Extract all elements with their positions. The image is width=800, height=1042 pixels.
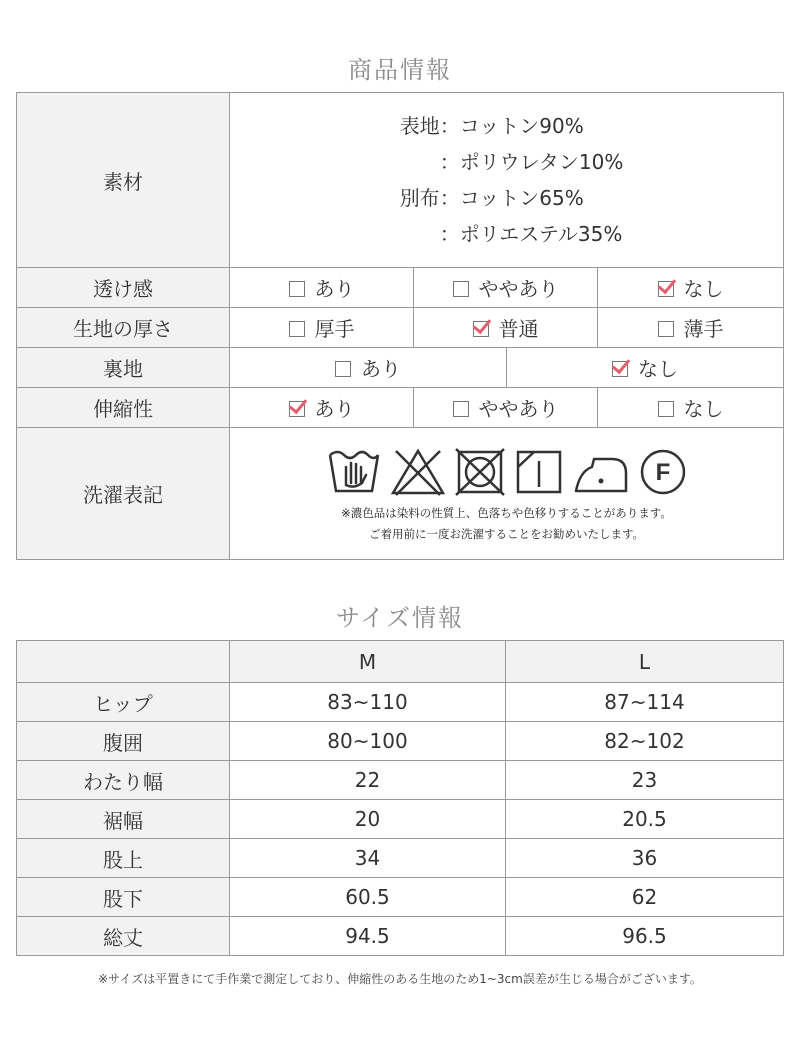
size-column-header: M	[230, 641, 506, 683]
material-line	[390, 144, 624, 180]
stretch-label: 伸縮性	[17, 388, 230, 428]
option-label: あり	[314, 397, 355, 421]
size-value: 87~114	[506, 683, 784, 722]
low-iron-icon	[572, 447, 630, 497]
lining-row	[17, 348, 784, 388]
material-value: コットン90%	[459, 114, 584, 138]
option-label: 普通	[498, 317, 539, 341]
size-header-row	[17, 641, 784, 683]
size-info-title: サイズ情報	[335, 604, 465, 632]
checked-checkbox-icon	[612, 361, 628, 377]
care-note-1: ※濃色品は染料の性質上、色落ちや色移りすることがあります。	[341, 505, 672, 520]
size-value: 96.5	[506, 917, 784, 956]
option-label: なし	[638, 357, 679, 381]
material-row	[17, 93, 784, 268]
size-row	[17, 878, 784, 917]
checkbox-icon	[453, 281, 469, 297]
drip-dry-shade-icon	[514, 447, 564, 497]
size-row	[17, 683, 784, 722]
size-row-label: わたり幅	[17, 761, 230, 800]
material-label: 素材	[17, 93, 230, 268]
material-line	[390, 180, 624, 216]
care-row	[17, 428, 784, 560]
size-value: 62	[506, 878, 784, 917]
size-table	[16, 640, 784, 956]
option-label: 薄手	[683, 317, 724, 341]
size-row	[17, 839, 784, 878]
material-cell	[230, 93, 784, 268]
hand-wash-icon	[326, 447, 382, 497]
option-label: あり	[314, 277, 355, 301]
option-label: なし	[683, 397, 724, 421]
size-value: 60.5	[230, 878, 506, 917]
lining-label: 裏地	[17, 348, 230, 388]
material-sep: ：	[439, 114, 460, 138]
option-cell	[414, 308, 598, 348]
option-label: 厚手	[314, 317, 355, 341]
dry-clean-letter: F	[655, 458, 670, 486]
material-value: ポリウレタン10%	[459, 150, 624, 174]
checkbox-icon	[335, 361, 351, 377]
size-value: 34	[230, 839, 506, 878]
material-value: コットン65%	[459, 186, 584, 210]
size-value: 22	[230, 761, 506, 800]
size-value: 36	[506, 839, 784, 878]
option-cell	[230, 348, 507, 388]
option-cell	[598, 268, 784, 308]
thickness-label: 生地の厚さ	[17, 308, 230, 348]
thickness-row	[17, 308, 784, 348]
care-label: 洗濯表記	[17, 428, 230, 560]
option-cell	[230, 388, 414, 428]
size-value: 80~100	[230, 722, 506, 761]
material-line	[390, 108, 624, 144]
option-cell	[598, 308, 784, 348]
no-tumble-dry-icon	[454, 447, 506, 497]
material-list	[390, 108, 624, 252]
care-icons	[230, 447, 783, 497]
product-info-title: 商品情報	[348, 56, 452, 84]
size-row-label: 腹囲	[17, 722, 230, 761]
checkbox-icon	[289, 321, 305, 337]
option-label: ややあり	[478, 277, 559, 301]
option-label: なし	[683, 277, 724, 301]
material-key: 表地	[399, 114, 440, 138]
checkbox-icon	[453, 401, 469, 417]
checked-checkbox-icon	[658, 281, 674, 297]
material-line	[390, 216, 624, 252]
size-row-label: 総丈	[17, 917, 230, 956]
size-value: 23	[506, 761, 784, 800]
material-sep: ：	[439, 222, 460, 246]
material-sep: ：	[439, 150, 460, 174]
size-header-corner	[17, 641, 230, 683]
size-value: 83~110	[230, 683, 506, 722]
material-sep: ：	[439, 186, 460, 210]
checkbox-icon	[658, 401, 674, 417]
stretch-row	[17, 388, 784, 428]
option-cell	[414, 268, 598, 308]
option-label: あり	[361, 357, 401, 381]
option-cell	[414, 388, 598, 428]
product-info-table	[16, 92, 784, 560]
transparency-row	[17, 268, 784, 308]
size-value: 94.5	[230, 917, 506, 956]
option-label: ややあり	[478, 397, 559, 421]
size-footnote: ※サイズは平置きにて手作業で測定しており、伸縮性のある生地のため1~3cm誤差が生じる場合がございます。	[98, 972, 702, 986]
option-cell	[230, 268, 414, 308]
care-note-2: ご着用前に一度お洗濯することをお勧めいたします。	[368, 526, 645, 541]
material-key: 別布	[399, 186, 440, 210]
checked-checkbox-icon	[473, 321, 489, 337]
checkbox-icon	[658, 321, 674, 337]
dry-clean-f-icon	[638, 447, 688, 497]
size-row	[17, 800, 784, 839]
size-row	[17, 722, 784, 761]
size-row	[17, 917, 784, 956]
option-cell	[507, 348, 784, 388]
option-cell	[230, 308, 414, 348]
size-row-label: 股下	[17, 878, 230, 917]
material-value: ポリエステル35%	[459, 222, 623, 246]
care-cell	[230, 428, 784, 560]
option-cell	[598, 388, 784, 428]
size-row-label: 裾幅	[17, 800, 230, 839]
size-value: 20.5	[506, 800, 784, 839]
checkbox-icon	[289, 281, 305, 297]
size-row-label: 股上	[17, 839, 230, 878]
size-value: 82~102	[506, 722, 784, 761]
no-bleach-icon	[390, 447, 446, 497]
size-row-label: ヒップ	[17, 683, 230, 722]
transparency-label: 透け感	[17, 268, 230, 308]
size-row	[17, 761, 784, 800]
size-column-header: L	[506, 641, 784, 683]
checked-checkbox-icon	[289, 401, 305, 417]
size-value: 20	[230, 800, 506, 839]
